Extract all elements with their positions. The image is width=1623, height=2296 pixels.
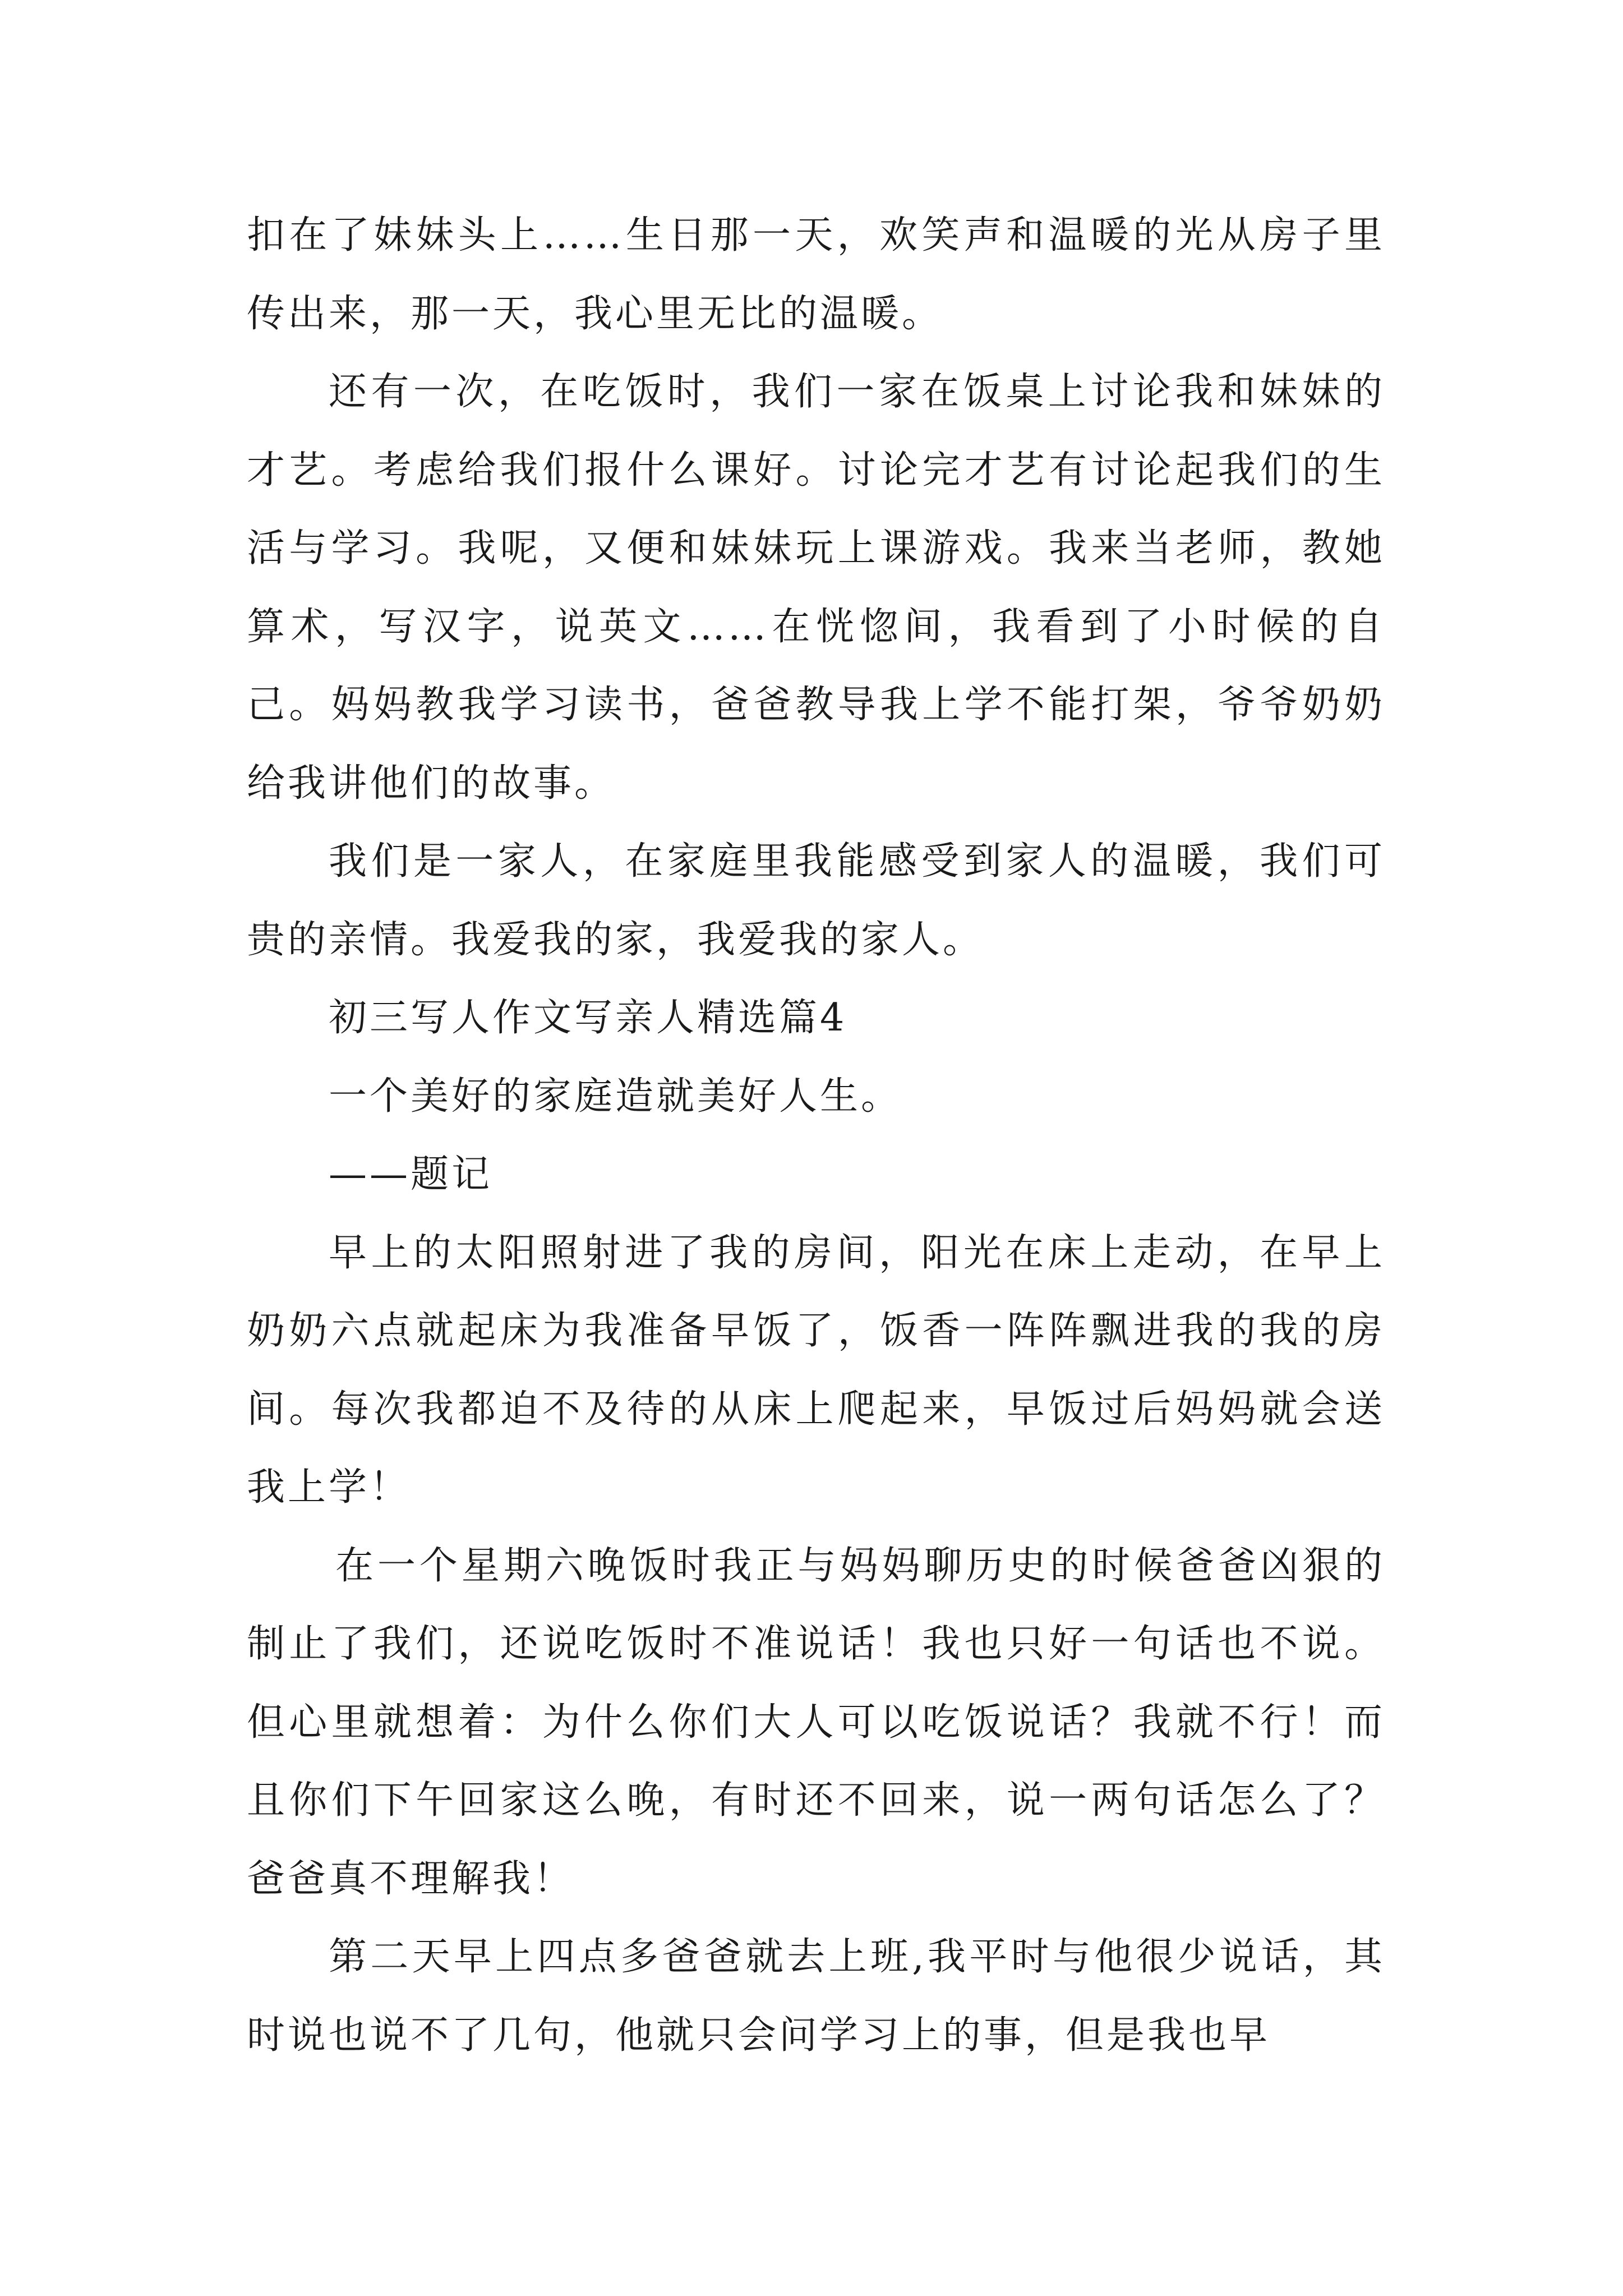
paragraph-3: 我们是一家人，在家庭里我能感受到家人的温暖，我们可贵的亲情。我爱我的家，我爱我的家人。 (247, 839, 1385, 962)
paragraph-6: 第二天早上四点多爸爸就去上班,我平时与他很少说话，其时说也说不了几句，他就只会问学习上的事，但是我也早 (247, 1935, 1385, 2058)
paragraph-4: 早上的太阳照射进了我的房间，阳光在床上走动，在早上奶奶六点就起床为我准备早饭了，饭香一阵阵飘进我的我的房间。每次我都迫不及待的从床上爬起来，早饭过后妈妈就会送我上学！ (247, 1230, 1385, 1510)
epigraph-attribution: ——题记 (329, 1152, 493, 1197)
paragraph-1: 扣在了妹妹头上……生日那一天，欢笑声和温暖的光从房子里传出来，那一天，我心里无比的温暖。 (247, 213, 1385, 336)
article-body (247, 196, 1385, 2074)
epigraph: 一个美好的家庭造就美好人生。 (329, 1074, 902, 1119)
paragraph-2: 还有一次，在吃饭时，我们一家在饭桌上讨论我和妹妹的才艺。考虑给我们报什么课好。讨论完才艺有讨论起我们的生活与学习。我呢，又便和妹妹玩上课游戏。我来当老师，教她算术，写汉字，说英文……在恍惚间，我看到了小时候的自己。妈妈教我学习读书，爸爸教导我上学不能打架，爷爷奶奶给我讲他们的故事。 (247, 370, 1385, 806)
paragraph-5: 在一个星期六晚饭时我正与妈妈聊历史的时候爸爸凶狠的制止了我们，还说吃饭时不准说话！我也只好一句话也不说。但心里就想着：为什么你们大人可以吃饭说话？我就不行！而且你们下午回家这么晚，有时还不回来，说一两句话怎么了？爸爸真不理解我！ (247, 1543, 1385, 1901)
section-heading: 初三写人作文写亲人精选篇4 (329, 996, 847, 1040)
